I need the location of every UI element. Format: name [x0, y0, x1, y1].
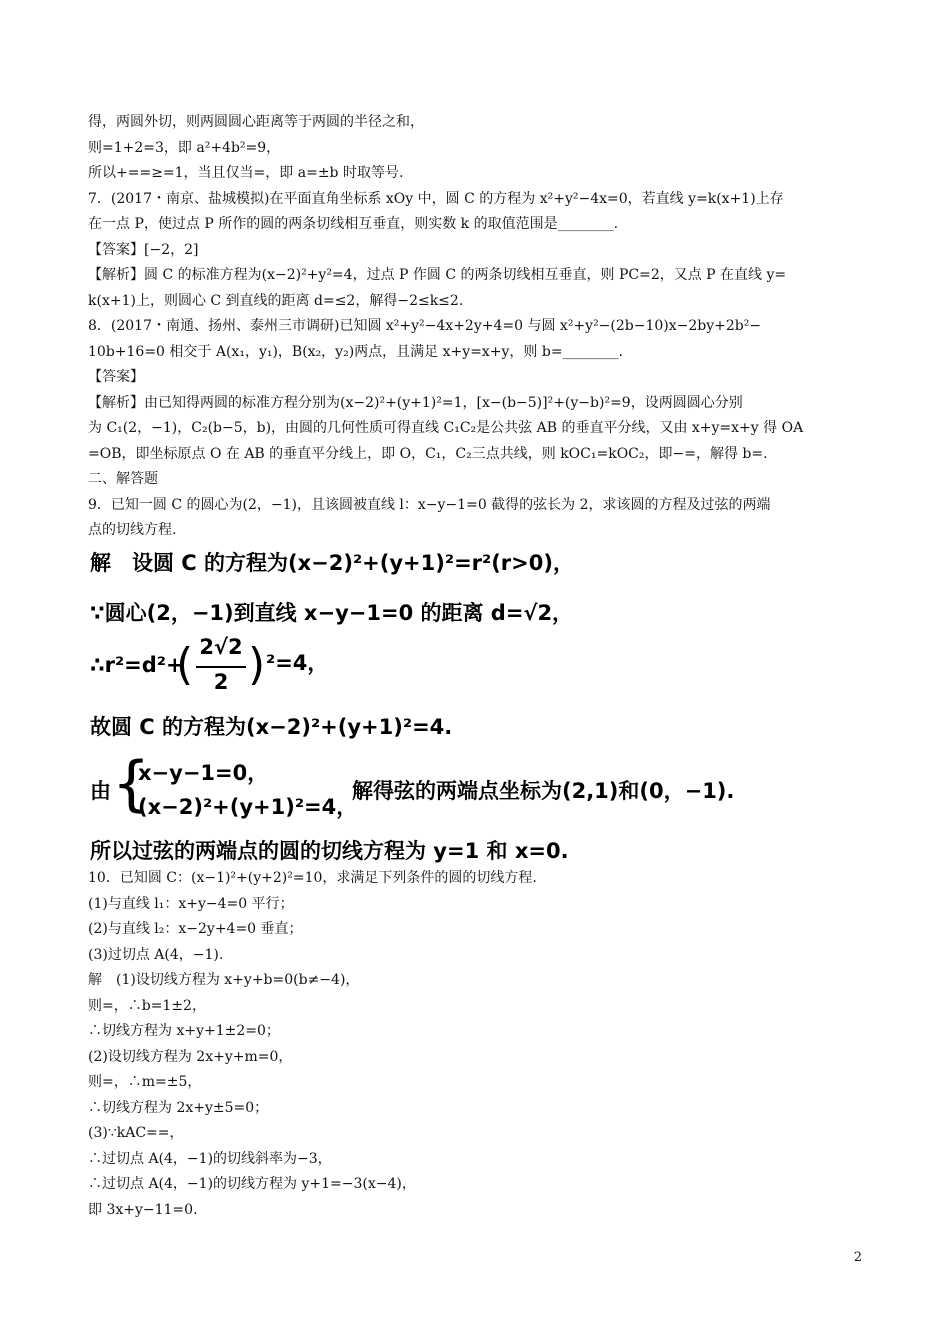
solution-image — [90, 535, 790, 870]
text-line: =OB，即坐标原点 O 在 AB 的垂直平分线上，即 O，C₁，C₂三点共线，则 kOC₁=kOC₂，即−=，解得 b=. — [88, 445, 768, 462]
text-line: 10b+16=0 相交于 A(x₁，y₁)，B(x₂，y₂)两点，且满足 x+y=x+y，则 b=________. — [88, 343, 624, 360]
text-line: 在一点 P，使过点 P 所作的圆的两条切线相互垂直，则实数 k 的取值范围是________. — [88, 216, 619, 232]
section-heading: 二、解答题 — [88, 471, 158, 487]
text-line: ∴过切点 A(4，−1)的切线斜率为−3， — [88, 1150, 332, 1167]
text-line: 9．已知一圆 C 的圆心为(2，−1)，且该圆被直线 l：x−y−1=0 截得的弦长为 2，求该圆的方程及过弦的两端 — [88, 496, 771, 513]
text-line: 则=，∴b=1±2， — [88, 997, 206, 1014]
solution-text: ²=4， — [266, 651, 329, 675]
text-line: 【解析】圆 C 的标准方程为(x−2)²+y²=4，过点 P 作圆 C 的两条切线相互垂直，则 PC=2，又点 P 在直线 y= — [88, 267, 787, 283]
fraction-bar — [196, 666, 246, 668]
fraction-numerator: 2√2 — [199, 635, 243, 659]
problem-text-lower — [88, 866, 870, 1223]
solution-line: 解 设圆 C 的方程为(x−2)²+(y+1)²=r²(r>0)， — [90, 551, 574, 575]
solution-line: 所以过弦的两端点的圆的切线方程为 y=1 和 x=0. — [90, 839, 569, 863]
right-paren: ) — [248, 639, 266, 690]
text-line: 10．已知圆 C：(x−1)²+(y+2)²=10，求满足下列条件的圆的切线方程. — [88, 870, 537, 886]
solution-line: ∵圆心(2，−1)到直线 x−y−1=0 的距离 d=√2， — [90, 601, 574, 625]
answer-label: 【答案】[−2，2] — [88, 241, 199, 258]
fraction-denominator: 2 — [213, 670, 229, 694]
text-line: 则=1+2=3，即 a²+4b²=9， — [88, 139, 281, 156]
text-line: ∴切线方程为 x+y+1±2=0； — [88, 1023, 280, 1039]
text-line: k(x+1)上，则圆心 C 到直线的距离 d=≤2，解得−2≤k≤2. — [88, 292, 464, 309]
left-paren: ( — [176, 639, 194, 690]
text-line: (3)过切点 A(4，−1). — [88, 946, 224, 963]
solution-line-3 — [90, 653, 184, 677]
text-line: (2)与直线 l₂：x−2y+4=0 垂直； — [88, 921, 303, 937]
text-line: 【解析】由已知得两圆的标准方程分别为(x−2)²+(y+1)²=1，[x−(b−5)]²+(y−b)²=9，设两圆圆心分别 — [88, 394, 743, 411]
text-line: 8．(2017・南通、扬州、泰州三市调研)已知圆 x²+y²−4x+2y+4=0 与圆 x²+y²−(2b−10)x−2by+2b²− — [88, 318, 762, 334]
text-line: 点的切线方程. — [88, 522, 177, 538]
text-line: (1)与直线 l₁：x+y−4=0 平行； — [88, 895, 294, 912]
text-line: (2)设切线方程为 2x+y+m=0， — [88, 1048, 293, 1065]
system-equation-2: (x−2)²+(y+1)²=4， — [138, 795, 358, 819]
solution-line: 故圆 C 的方程为(x−2)²+(y+1)²=4. — [90, 715, 453, 739]
text-line: 则=，∴m=±5， — [88, 1074, 202, 1090]
text-line: 解 (1)设切线方程为 x+y+b=0(b≠−4)， — [88, 972, 360, 988]
left-brace-icon: { — [112, 749, 151, 819]
answer-label: 【答案】 — [88, 369, 144, 385]
text-line: 即 3x+y−11=0. — [88, 1201, 198, 1218]
system-equation-1: x−y−1=0， — [138, 761, 269, 785]
solution-text: ∴r²=d²+ — [90, 653, 184, 677]
page-number: 2 — [853, 1250, 862, 1265]
text-line: 为 C₁(2，−1)，C₂(b−5，b)，由圆的几何性质可得直线 C₁C₂是公共弦 AB 的垂直平分线，又由 x+y=x+y 得 OA — [88, 420, 804, 436]
solution-line: 解得弦的两端点坐标为(2,1)和(0，−1). — [352, 779, 735, 803]
text-line: 得，两圆外切，则两圆圆心距离等于两圆的半径之和， — [88, 114, 424, 130]
text-line: (3)∵kAC==， — [88, 1125, 184, 1141]
text-line: ∴切线方程为 2x+y±5=0； — [88, 1099, 269, 1116]
text-line: ∴过切点 A(4，−1)的切线方程为 y+1=−3(x−4)， — [88, 1176, 416, 1192]
text-line: 所以+==≥=1，当且仅当=，即 a=±b 时取等号. — [88, 165, 404, 181]
fraction-group — [176, 633, 266, 705]
problem-text-upper — [88, 110, 870, 544]
system-prefix: 由 — [90, 779, 111, 803]
text-line: 7．(2017・南京、盐城模拟)在平面直角坐标系 xOy 中，圆 C 的方程为 x²+y²−4x=0，若直线 y=k(x+1)上存 — [88, 190, 784, 207]
